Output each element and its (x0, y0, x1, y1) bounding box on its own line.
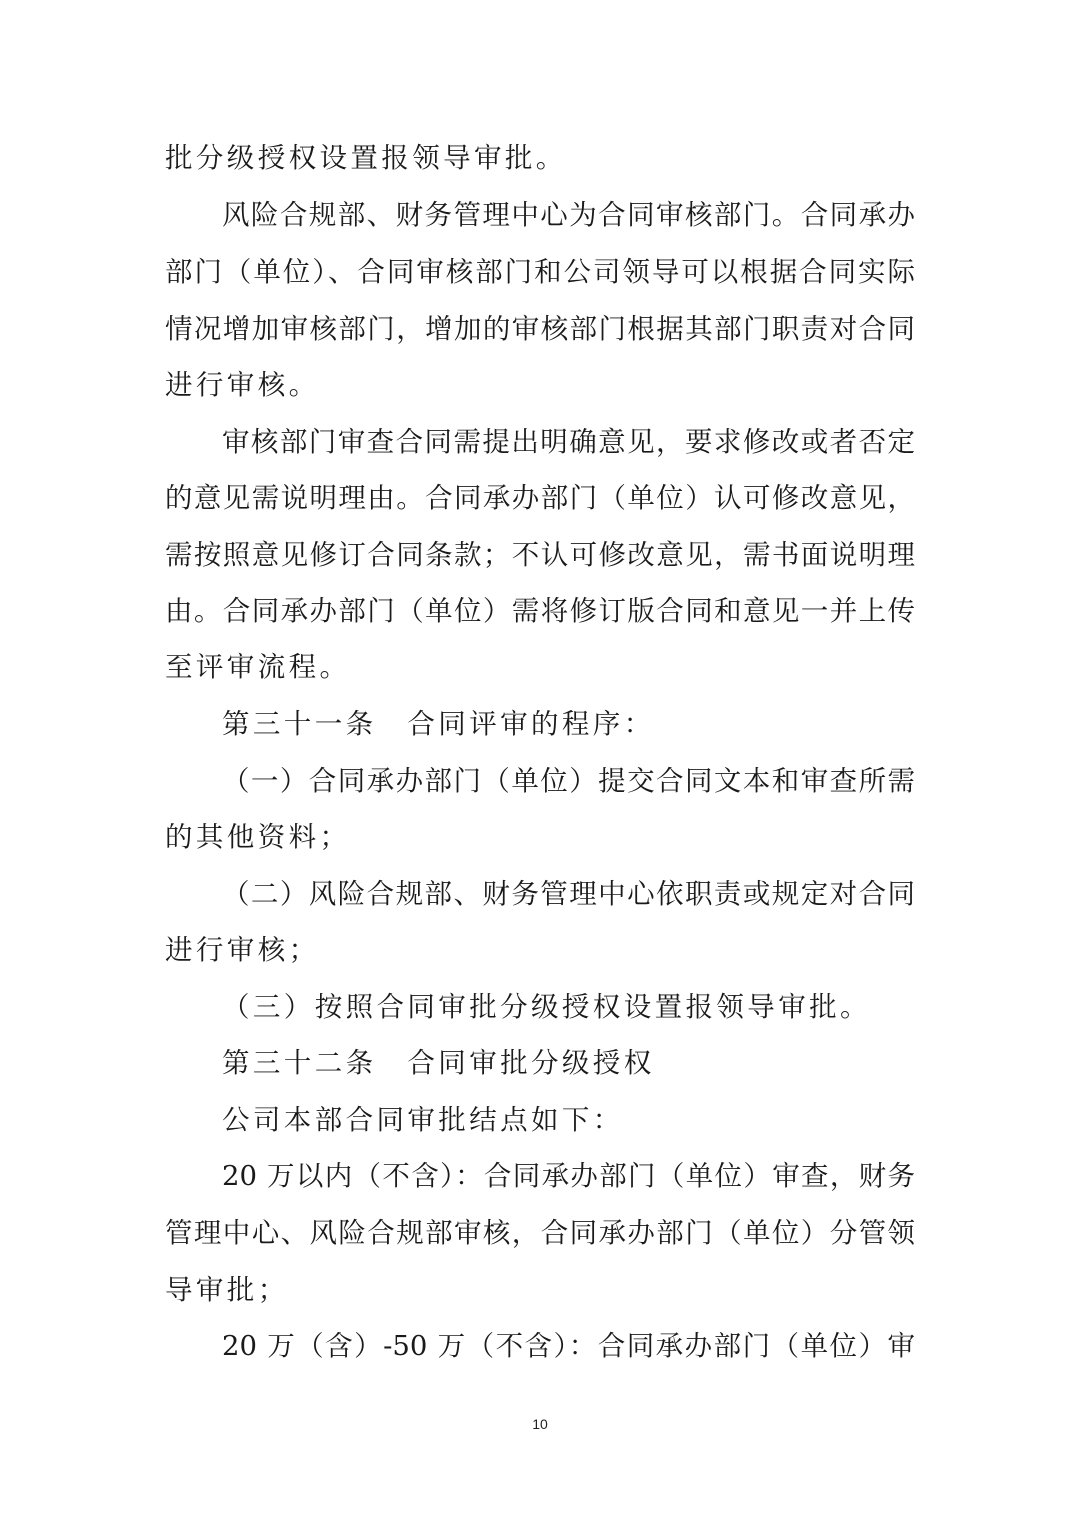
text-line: 进行审核。 (165, 369, 320, 401)
text-line: 的意见需说明理由。合同承办部门（单位）认可修改意见， (165, 482, 915, 514)
text-line: 情况增加审核部门，增加的审核部门根据其部门职责对合同 (165, 313, 915, 345)
text-line: 需按照意见修订合同条款；不认可修改意见，需书面说明理 (165, 539, 915, 571)
page-number: 10 (532, 1416, 548, 1432)
text-line: 管理中心、风险合规部审核，合同承办部门（单位）分管领 (165, 1217, 915, 1249)
text-line: 风险合规部、财务管理中心为合同审核部门。合同承办 (222, 199, 915, 231)
article-heading: 第三十二条 合同审批分级授权 (222, 1047, 655, 1079)
text-line: 部门（单位）、合同审核部门和公司领导可以根据合同实际 (165, 256, 915, 288)
list-item: （二）风险合规部、财务管理中心依职责或规定对合同 (222, 878, 915, 910)
text-line: 至评审流程。 (165, 651, 351, 683)
text-line: 的其他资料； (165, 821, 351, 853)
text-line: 公司本部合同审批结点如下： (222, 1104, 624, 1136)
text-line: 20 万（含）-50 万（不含）：合同承办部门（单位）审 (222, 1330, 915, 1362)
text-line: 进行审核； (165, 934, 320, 966)
text-line: 导审批； (165, 1274, 289, 1306)
text-line: 审核部门审查合同需提出明确意见，要求修改或者否定 (222, 426, 915, 458)
list-item: （一）合同承办部门（单位）提交合同文本和审查所需 (222, 765, 915, 797)
list-item: （三）按照合同审批分级授权设置报领导审批。 (222, 991, 871, 1023)
article-heading: 第三十一条 合同评审的程序： (222, 708, 655, 740)
text-line: 由。合同承办部门（单位）需将修订版合同和意见一并上传 (165, 595, 915, 627)
text-line: 批分级授权设置报领导审批。 (165, 142, 567, 174)
text-line: 20 万以内（不含）：合同承办部门（单位）审查，财务 (222, 1160, 915, 1192)
